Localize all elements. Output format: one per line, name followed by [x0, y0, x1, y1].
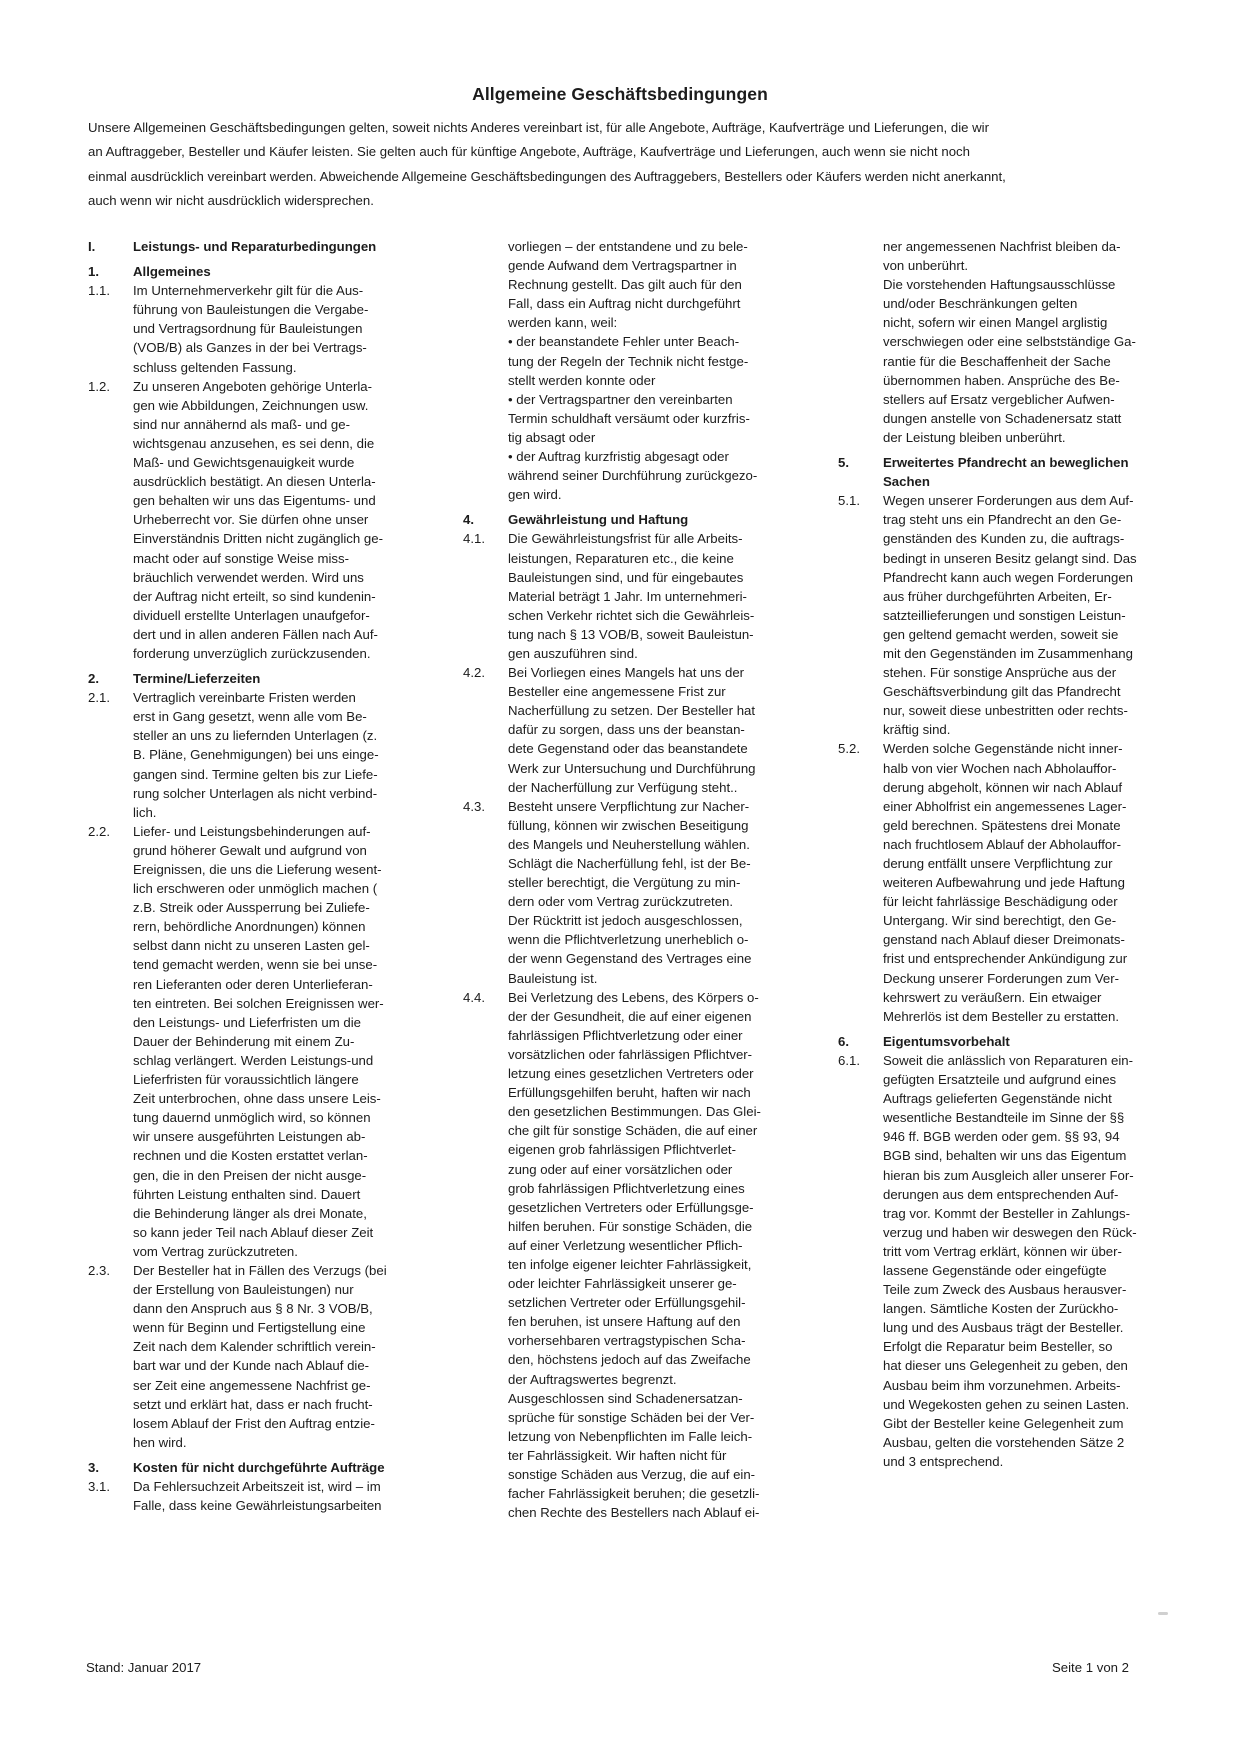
section-heading — [88, 1458, 458, 1477]
clause-text-line: derung entfällt unsere Verpflichtung zur — [883, 856, 1113, 871]
clause-number: 3.1. — [88, 1479, 110, 1494]
text-column-2 — [463, 237, 833, 1522]
clause-text-line: verschwiegen oder eine selbstständige Ga- — [883, 334, 1136, 350]
clause-text-line: eigenen grob fahrlässigen Pflichtverlet- — [508, 1142, 736, 1158]
clause-text-line: rechnen und die Kosten erstattet verlan- — [133, 1148, 368, 1164]
clause-text-line: Besteller eine angemessene Frist zur — [508, 684, 726, 700]
clause-text-line: tend gemacht werden, wenn sie bei unse- — [133, 957, 378, 973]
clause-text-line: dividuell erstellte Unterlagen unaufgefor- — [133, 607, 370, 623]
clause-item — [88, 281, 458, 376]
clause-text-line: wesentliche Bestandteile im Sinne der §§ — [883, 1110, 1125, 1126]
clause-text-line: fen beruhen, ist unsere Haftung auf den — [508, 1314, 741, 1330]
clause-number: 4.1. — [463, 531, 485, 547]
clause-text-line: hieran bis zum Ausgleich aller unserer For- — [883, 1167, 1134, 1183]
clause-text-line: Werden solche Gegenstände nicht inner- — [883, 741, 1123, 757]
clause-text-line: Der Rücktritt ist jedoch ausgeschlossen, — [508, 913, 743, 929]
clause-text-line: facher Fahrlässigkeit beruhen; die gesetzli- — [508, 1486, 760, 1502]
clause-text-line: dungen anstelle von Schadenersatz statt — [883, 410, 1122, 426]
clause-text-line: geld berechnen. Spätestens drei Monate — [883, 817, 1121, 833]
clause-text-line: Werk zur Untersuchung und Durchführung — [508, 760, 756, 776]
clause-text-line: Dauer der Behinderung mit einem Zu- — [133, 1033, 355, 1049]
clause-text-line: ten infolge eigener leichter Fahrlässigkeit, — [508, 1256, 752, 1272]
text-column-1 — [88, 237, 458, 1515]
clause-text-line: Falle, dass keine Gewährleistungsarbeiten — [133, 1498, 382, 1514]
clause-text-line: • der beanstandete Fehler unter Beach- — [508, 334, 740, 350]
section-heading — [88, 669, 458, 688]
clause-text-line: fahrlässigen Pflichtverletzung oder einer — [508, 1027, 743, 1043]
clause-text-line: • der Vertragspartner den vereinbarten — [508, 391, 733, 407]
clause-text-line: bart war und der Kunde nach Ablauf die- — [133, 1358, 370, 1374]
clause-text-line: hilfen beruhen. Für sonstige Schäden, die — [508, 1218, 753, 1234]
clause-text-line: führten Leistung enthalten sind. Dauert — [133, 1186, 361, 1202]
clause-text-line: ausdrücklich bestätigt. An diesen Unterla- — [133, 474, 376, 490]
clause-text-line: Vertraglich vereinbarte Fristen werden — [133, 690, 356, 706]
clause-text-line: letzung von Nebenpflichten im Falle leich- — [508, 1428, 753, 1444]
clause-text-line: Schlägt die Nacherfüllung fehl, ist der Be- — [508, 856, 751, 871]
clause-text-line: des Mangels und Neuherstellung wählen. — [508, 836, 750, 852]
clause-item — [88, 1477, 458, 1515]
clause-text-line: vorliegen – der entstandene und zu bele- — [508, 239, 748, 254]
clause-text-line: nach fruchtlosem Ablauf der Abholauffor- — [883, 836, 1122, 852]
clause-text-line: Lieferfristen für voraussichtlich längere — [133, 1072, 359, 1088]
clause-text-line: Die vorstehenden Haftungsausschlüsse — [883, 277, 1116, 293]
clause-text-line: tung dauernd unmöglich wird, so können — [133, 1110, 371, 1126]
clause-item — [463, 988, 833, 1523]
clause-text-line: und 3 entsprechend. — [883, 1453, 1004, 1469]
clause-text-line: aus früher durchgeführten Arbeiten, Er- — [883, 588, 1112, 604]
section-title-line: Erweitertes Pfandrecht an beweglichen — [883, 455, 1129, 471]
clause-text-line: gen geltend gemacht werden, soweit sie — [883, 626, 1119, 642]
clause-item — [88, 377, 458, 663]
clause-text-line: Gibt der Besteller keine Gelegenheit zum — [883, 1415, 1124, 1431]
clause-text-line: genstand nach Ablauf dieser Dreimonats- — [883, 932, 1125, 948]
clause-text-line: Ausbau, gelten die vorstehenden Sätze 2 — [883, 1434, 1125, 1450]
clause-text-line: tung der Regeln der Technik nicht festge- — [508, 353, 749, 369]
clause-text-line: Zu unseren Angeboten gehörige Unterla- — [133, 378, 373, 394]
clause-text-line: stellers auf Ersatz vergeblicher Aufwen- — [883, 391, 1115, 407]
clause-text-line: steller an uns zu liefernden Unterlagen (z. — [133, 728, 378, 744]
clause-text-line: Einverständnis Dritten nicht zugänglich ge- — [133, 531, 383, 547]
clause-text-line: werden kann, weil: — [508, 315, 618, 331]
clause-text-line: gen wie Abbildungen, Zeichnungen usw. — [133, 397, 369, 413]
clause-text-line: gangen sind. Termine gelten bis zur Liefe- — [133, 766, 378, 782]
clause-text-line: einer Abholfrist ein angemessenes Lager- — [883, 798, 1127, 814]
clause-text-line: frist und entsprechender Ankündigung zur — [883, 951, 1128, 967]
clause-text-line: setzlichen Vertreter oder Erfüllungsgehil- — [508, 1295, 746, 1311]
clause-text-line: wenn die Pflichtverletzung unerheblich o- — [508, 932, 749, 948]
section-title-line: Termine/Lieferzeiten — [133, 671, 261, 687]
clause-text-line: Maß- und Gewichtsgenauigkeit wurde — [133, 455, 355, 471]
clause-continuation — [463, 237, 833, 504]
clause-text-line: stellt werden konnte oder — [508, 372, 656, 388]
clause-text-line: Material beträgt 1 Jahr. Im unternehmeri- — [508, 588, 747, 604]
clause-text-line: Untergang. Wir sind berechtigt, den Ge- — [883, 913, 1117, 929]
clause-text-line: mit den Gegenständen im Zusammenhang — [883, 645, 1133, 661]
section-number: 1. — [88, 264, 99, 280]
clause-text-line: Liefer- und Leistungsbehinderungen auf- — [133, 823, 371, 839]
clause-text-line: Geschäftsverbindung gilt das Pfandrecht — [883, 684, 1121, 700]
clause-item — [838, 491, 1218, 739]
clause-text-line: lich erschweren oder unmöglich machen ( — [133, 881, 378, 897]
section-heading — [463, 510, 833, 529]
clause-text-line: Zeit unterbrochen, ohne dass unsere Leis- — [133, 1091, 381, 1107]
clause-text-line: übernommen haben. Ansprüche des Be- — [883, 372, 1120, 388]
clause-text-line: Bauleistung ist. — [508, 970, 598, 986]
clause-text-line: der Erstellung von Bauleistungen) nur — [133, 1282, 354, 1298]
clause-text-line: rern, behördliche Anordnungen) können — [133, 919, 366, 935]
intro-paragraph — [88, 116, 1158, 214]
clause-number: 4.3. — [463, 798, 485, 814]
clause-text-line: auf einer Verletzung wesentlicher Pflich- — [508, 1237, 743, 1253]
section-number: 3. — [88, 1459, 99, 1475]
clause-text-line: den Leistungs- und Lieferfristen um die — [133, 1014, 361, 1030]
clause-text-line: Fall, dass ein Auftrag nicht durchgeführt — [508, 296, 741, 312]
intro-line: Unsere Allgemeinen Geschäftsbedingungen gelten, soweit nichts Anderes vereinbart ist, für alle Angebote, Aufträge, Kaufverträge und Lieferungen, die wir — [88, 120, 989, 135]
clause-text-line: für leicht fahrlässige Beschädigung oder — [883, 894, 1118, 910]
clause-text-line: zung oder auf einer vorsätzlichen oder — [508, 1161, 733, 1177]
clause-number: 1.1. — [88, 283, 110, 299]
section-heading — [88, 237, 458, 256]
clause-text-line: hat dieser uns Gelegenheit zu geben, den — [883, 1358, 1128, 1374]
clause-text-line: genständen des Kunden zu, die auftrags- — [883, 531, 1125, 547]
section-title-line: Sachen — [883, 474, 930, 490]
clause-text-line: leistungen, Reparaturen etc., die keine — [508, 550, 734, 566]
clause-text-line: (VOB/B) als Ganzes in der bei Vertrags- — [133, 340, 367, 356]
clause-item — [88, 822, 458, 1261]
clause-text-line: Mehrerlös ist dem Besteller zu erstatten. — [883, 1008, 1120, 1024]
clause-text-line: vom Vertrag zurückzutreten. — [133, 1243, 298, 1259]
clause-item — [838, 1051, 1218, 1471]
clause-text-line: chen Rechte des Bestellers nach Ablauf ei- — [508, 1505, 760, 1521]
clause-text-line: wenn für Beginn und Fertigstellung eine — [133, 1320, 366, 1336]
clause-text-line: führung von Bauleistungen die Vergabe- — [133, 302, 369, 318]
clause-text-line: forderung unverzüglich zurückzusenden. — [133, 645, 371, 661]
clause-text-line: gen wird. — [508, 487, 562, 503]
section-number: 4. — [463, 512, 474, 528]
clause-text-line: während seiner Durchführung zurückgezo- — [508, 468, 758, 484]
clause-text-line: Ausbau beim ihm vorzunehmen. Arbeits- — [883, 1377, 1121, 1393]
clause-text-line: satzteillieferungen und sonstigen Leistun- — [883, 607, 1126, 623]
clause-text-line: Erfüllungsgehilfen beruht, haften wir nach — [508, 1085, 751, 1101]
intro-line: einmal ausdrücklich vereinbart werden. Abweichende Allgemeine Geschäftsbedingungen des Auftraggebers, Bestellers oder Käufers werden nicht anerkannt, — [88, 168, 1006, 184]
clause-text-line: die Behinderung länger als drei Monate, — [133, 1205, 367, 1221]
clause-text-line: Da Fehlersuchzeit Arbeitszeit ist, wird – im — [133, 1479, 381, 1494]
clause-text-line: Soweit die anlässlich von Reparaturen ein- — [883, 1052, 1133, 1068]
clause-text-line: che gilt für sonstige Schäden, die auf einer — [508, 1123, 758, 1139]
clause-text-line: trag steht uns ein Pfandrecht an den Ge- — [883, 512, 1122, 528]
clause-text-line: Teile zum Zweck des Ausbaus herausver- — [883, 1282, 1127, 1298]
clause-number: 2.3. — [88, 1262, 110, 1278]
clause-text-line: Der Besteller hat in Fällen des Verzugs (bei — [133, 1262, 387, 1278]
clause-text-line: wichtsgenau anzusehen, es sei denn, die — [133, 435, 375, 451]
clause-text-line: gefügten Ersatzteile und aufgrund eines — [883, 1072, 1117, 1088]
section-number: 2. — [88, 671, 99, 687]
clause-text-line: BGB sind, behalten wir uns das Eigentum — [883, 1148, 1127, 1164]
clause-text-line: lung und des Ausbaus trägt der Besteller. — [883, 1320, 1124, 1336]
clause-text-line: ner angemessenen Nachfrist bleiben da- — [883, 239, 1121, 254]
clause-text-line: schen Verkehr richtet sich die Gewährleis- — [508, 607, 755, 623]
clause-text-line: schluss geltenden Fassung. — [133, 359, 297, 375]
clause-text-line: Bauleistungen sind, und für eingebautes — [508, 569, 744, 585]
clause-text-line: Bei Vorliegen eines Mangels hat uns der — [508, 665, 745, 681]
clause-text-line: der Leistung bleiben unberührt. — [883, 429, 1066, 445]
clause-text-line: lassene Gegenstände oder eingefügte — [883, 1262, 1107, 1278]
clause-text-line: füllung, können wir zwischen Beseitigung — [508, 817, 749, 833]
text-column-3 — [838, 237, 1218, 1471]
clause-text-line: lich. — [133, 804, 157, 820]
intro-line: an Auftraggeber, Besteller und Käufer leisten. Sie gelten auch für künftige Angebote, Aufträge, Kaufverträge und Lieferungen, auch wenn sie nicht noch — [88, 144, 970, 160]
clause-text-line: erst in Gang gesetzt, wenn alle vom Be- — [133, 709, 367, 725]
clause-text-line: den, höchstens jedoch auf das Zweifache — [508, 1352, 751, 1368]
clause-text-line: Die Gewährleistungsfrist für alle Arbeits- — [508, 531, 743, 547]
clause-text-line: verzug und haben wir deswegen den Rück- — [883, 1224, 1137, 1240]
clause-text-line: Pfandrecht kann auch wegen Forderungen — [883, 569, 1134, 585]
clause-text-line: z.B. Streik oder Aussperrung bei Zuliefe- — [133, 900, 370, 916]
clause-text-line: vorsätzlichen oder fahrlässigen Pflichtver- — [508, 1046, 753, 1062]
clause-text-line: bedingt in unseren Besitz gelangt sind. Das — [883, 550, 1137, 566]
footer-date: Stand: Januar 2017 — [86, 1660, 202, 1675]
section-number: I. — [88, 239, 96, 254]
clause-text-line: Rechnung gestellt. Das gilt auch für den — [508, 277, 742, 293]
clause-text-line: B. Pläne, Genehmigungen) bei uns einge- — [133, 747, 379, 763]
clause-text-line: Zeit nach dem Kalender schriftlich verein- — [133, 1339, 376, 1355]
clause-number: 5.2. — [838, 741, 860, 757]
section-number: 5. — [838, 455, 849, 471]
section-title-line: Kosten für nicht durchgeführte Aufträge — [133, 1459, 385, 1475]
clause-continuation — [838, 237, 1218, 447]
section-title-line: Eigentumsvorbehalt — [883, 1033, 1010, 1049]
clause-text-line: selbst dann nicht zu unseren Lasten gel- — [133, 938, 370, 954]
clause-text-line: dafür zu sorgen, dass uns der beanstan- — [508, 722, 745, 738]
clause-text-line: Auftrags gelieferten Gegenstände nicht — [883, 1091, 1112, 1107]
section-heading — [838, 453, 1218, 491]
section-title-line: Allgemeines — [133, 264, 211, 280]
clause-text-line: 946 ff. BGB werden oder gem. §§ 93, 94 — [883, 1129, 1120, 1145]
clause-text-line: hen wird. — [133, 1434, 187, 1450]
clause-text-line: tig absagt oder — [508, 429, 596, 445]
clause-text-line: der wenn Gegenstand des Vertrages eine — [508, 951, 752, 967]
clause-number: 2.1. — [88, 690, 110, 706]
clause-text-line: gen auszuführen sind. — [508, 645, 638, 661]
clause-number: 1.2. — [88, 378, 110, 394]
footer-page-number: Seite 1 von 2 — [1052, 1660, 1129, 1675]
clause-text-line: grund höherer Gewalt und aufgrund von — [133, 842, 367, 858]
clause-text-line: Ereignissen, die uns die Lieferung wesent- — [133, 862, 382, 877]
clause-number: 4.2. — [463, 665, 485, 681]
clause-text-line: gen behalten wir uns das Eigentums- und — [133, 493, 376, 509]
section-title-line: Gewährleistung und Haftung — [508, 512, 689, 528]
clause-number: 2.2. — [88, 823, 110, 839]
clause-text-line: ser Zeit eine angemessene Nachfrist ge- — [133, 1377, 371, 1393]
intro-line: auch wenn wir nicht ausdrücklich widersprechen. — [88, 193, 374, 209]
clause-text-line: Wegen unserer Forderungen aus dem Auf- — [883, 493, 1134, 509]
scan-artifact — [1158, 1612, 1168, 1615]
clause-text-line: der Auftrag nicht erteilt, so sind kundenin- — [133, 588, 376, 604]
clause-text-line: dann den Anspruch aus § 8 Nr. 3 VOB/B, — [133, 1301, 373, 1317]
clause-text-line: steller berechtigt, die Vergütung zu min- — [508, 875, 741, 891]
clause-text-line: rung solcher Unterlagen als nicht verbind- — [133, 785, 378, 801]
clause-text-line: derung abgeholt, können wir nach Ablauf — [883, 779, 1123, 795]
clause-text-line: tung nach § 13 VOB/B, soweit Bauleistun- — [508, 626, 754, 642]
clause-text-line: so kann jeder Teil nach Ablauf dieser Zeit — [133, 1224, 374, 1240]
clause-number: 6.1. — [838, 1052, 860, 1068]
clause-text-line: Ausgeschlossen sind Schadenersatzan- — [508, 1390, 743, 1406]
clause-text-line: ten eintreten. Bei solchen Ereignissen wer- — [133, 995, 384, 1011]
clause-text-line: der Nacherfüllung zur Verfügung steht.. — [508, 779, 738, 795]
clause-text-line: Im Unternehmerverkehr gilt für die Aus- — [133, 283, 364, 299]
clause-item — [463, 797, 833, 988]
clause-text-line: tritt vom Vertrag erklärt, können wir über- — [883, 1243, 1122, 1259]
clause-number: 5.1. — [838, 493, 860, 509]
clause-text-line: Besteht unsere Verpflichtung zur Nacher- — [508, 798, 750, 814]
clause-text-line: langen. Sämtliche Kosten der Zurückho- — [883, 1301, 1119, 1317]
clause-text-line: dete Gegenstand oder das beanstandete — [508, 741, 748, 757]
section-heading — [88, 262, 458, 281]
section-number: 6. — [838, 1033, 849, 1049]
clause-text-line: letzung eines gesetzlichen Vertreters oder — [508, 1066, 754, 1082]
clause-text-line: nicht, sofern wir einen Mangel arglistig — [883, 315, 1108, 331]
clause-text-line: von unberührt. — [883, 258, 969, 274]
clause-item — [463, 529, 833, 663]
clause-text-line: und Vertragsordnung für Bauleistungen — [133, 321, 363, 337]
clause-text-line: gesetzlichen Vertreters oder Erfüllungsge- — [508, 1199, 754, 1215]
clause-item — [463, 663, 833, 797]
clause-text-line: trag vor. Kommt der Besteller in Zahlungs- — [883, 1205, 1131, 1221]
clause-text-line: halb von vier Wochen nach Abholauffor- — [883, 760, 1117, 776]
clause-text-line: Bei Verletzung des Lebens, des Körpers o- — [508, 989, 759, 1005]
section-title-line: Leistungs- und Reparaturbedingungen — [133, 239, 377, 254]
clause-text-line: losem Ablauf der Frist den Auftrag entzie- — [133, 1415, 375, 1431]
clause-text-line: sind nur annähernd als maß- und ge- — [133, 416, 350, 432]
clause-text-line: grob fahrlässigen Pflichtverletzung eines — [508, 1180, 745, 1196]
clause-text-line: Termin schuldhaft versäumt oder kurzfris- — [508, 410, 750, 426]
clause-text-line: derungen aus dem entsprechenden Auf- — [883, 1186, 1119, 1202]
clause-text-line: Deckung unserer Forderungen zum Ver- — [883, 970, 1120, 986]
clause-text-line: dern oder vom Vertrag zurückzutreten. — [508, 894, 734, 910]
clause-text-line: Erfolgt die Reparatur beim Besteller, so — [883, 1339, 1113, 1355]
clause-text-line: rantie für die Beschaffenheit der Sache — [883, 353, 1111, 369]
clause-text-line: oder leichter Fahrlässigkeit unserer ge- — [508, 1276, 737, 1292]
section-heading — [838, 1032, 1218, 1051]
clause-text-line: schlag verlängert. Werden Leistungs-und — [133, 1052, 374, 1068]
document-title: Allgemeine Geschäftsbedingungen — [472, 84, 768, 104]
clause-text-line: gen, die in den Preisen der nicht ausge- — [133, 1167, 367, 1183]
clause-text-line: kräftig sind. — [883, 722, 951, 738]
clause-text-line: Urheberrecht vor. Sie dürfen ohne unser — [133, 512, 369, 528]
clause-text-line: dert und in allen anderen Fällen nach Auf- — [133, 626, 378, 642]
clause-text-line: der Auftragswertes begrenzt. — [508, 1371, 677, 1387]
clause-text-line: Nacherfüllung zu setzen. Der Besteller hat — [508, 703, 756, 719]
clause-text-line: gende Aufwand dem Vertragspartner in — [508, 258, 737, 274]
clause-number: 4.4. — [463, 989, 485, 1005]
clause-text-line: weiteren Aufbewahrung und jede Haftung — [883, 875, 1125, 891]
clause-text-line: setzt und erklärt hat, dass er nach frucht- — [133, 1396, 373, 1412]
clause-text-line: den gesetzlichen Bestimmungen. Das Glei- — [508, 1104, 761, 1120]
clause-text-line: macht oder auf sonstige Weise miss- — [133, 550, 349, 566]
clause-text-line: ren Lieferanten oder deren Unterlieferan- — [133, 976, 373, 992]
clause-text-line: kehrswert zu veräußern. Ein etwaiger — [883, 989, 1102, 1005]
clause-text-line: bräuchlich verwendet werden. Wird uns — [133, 569, 364, 585]
clause-text-line: der der Gesundheit, die auf einer eigenen — [508, 1008, 752, 1024]
clause-text-line: und/oder Beschränkungen gelten — [883, 296, 1078, 312]
clause-item — [88, 688, 458, 822]
clause-text-line: sprüche für sonstige Schäden bei der Ver- — [508, 1409, 755, 1425]
clause-text-line: sonstige Schäden aus Verzug, die auf ein- — [508, 1467, 756, 1482]
clause-text-line: ter Fahrlässigkeit. Wir haften nicht für — [508, 1447, 727, 1463]
clause-text-line: nur, soweit diese unbestritten oder rechts- — [883, 703, 1128, 719]
clause-item — [88, 1261, 458, 1452]
clause-text-line: stehen. Für sonstige Ansprüche aus der — [883, 665, 1117, 681]
clause-text-line: vorhersehbaren vertragstypischen Scha- — [508, 1333, 746, 1349]
clause-text-line: wir unsere ausgeführten Leistungen ab- — [133, 1129, 366, 1145]
clause-text-line: und Wegekosten gehen zu seinen Lasten. — [883, 1396, 1130, 1412]
clause-item — [838, 739, 1218, 1025]
clause-text-line: • der Auftrag kurzfristig abgesagt oder — [508, 449, 729, 465]
